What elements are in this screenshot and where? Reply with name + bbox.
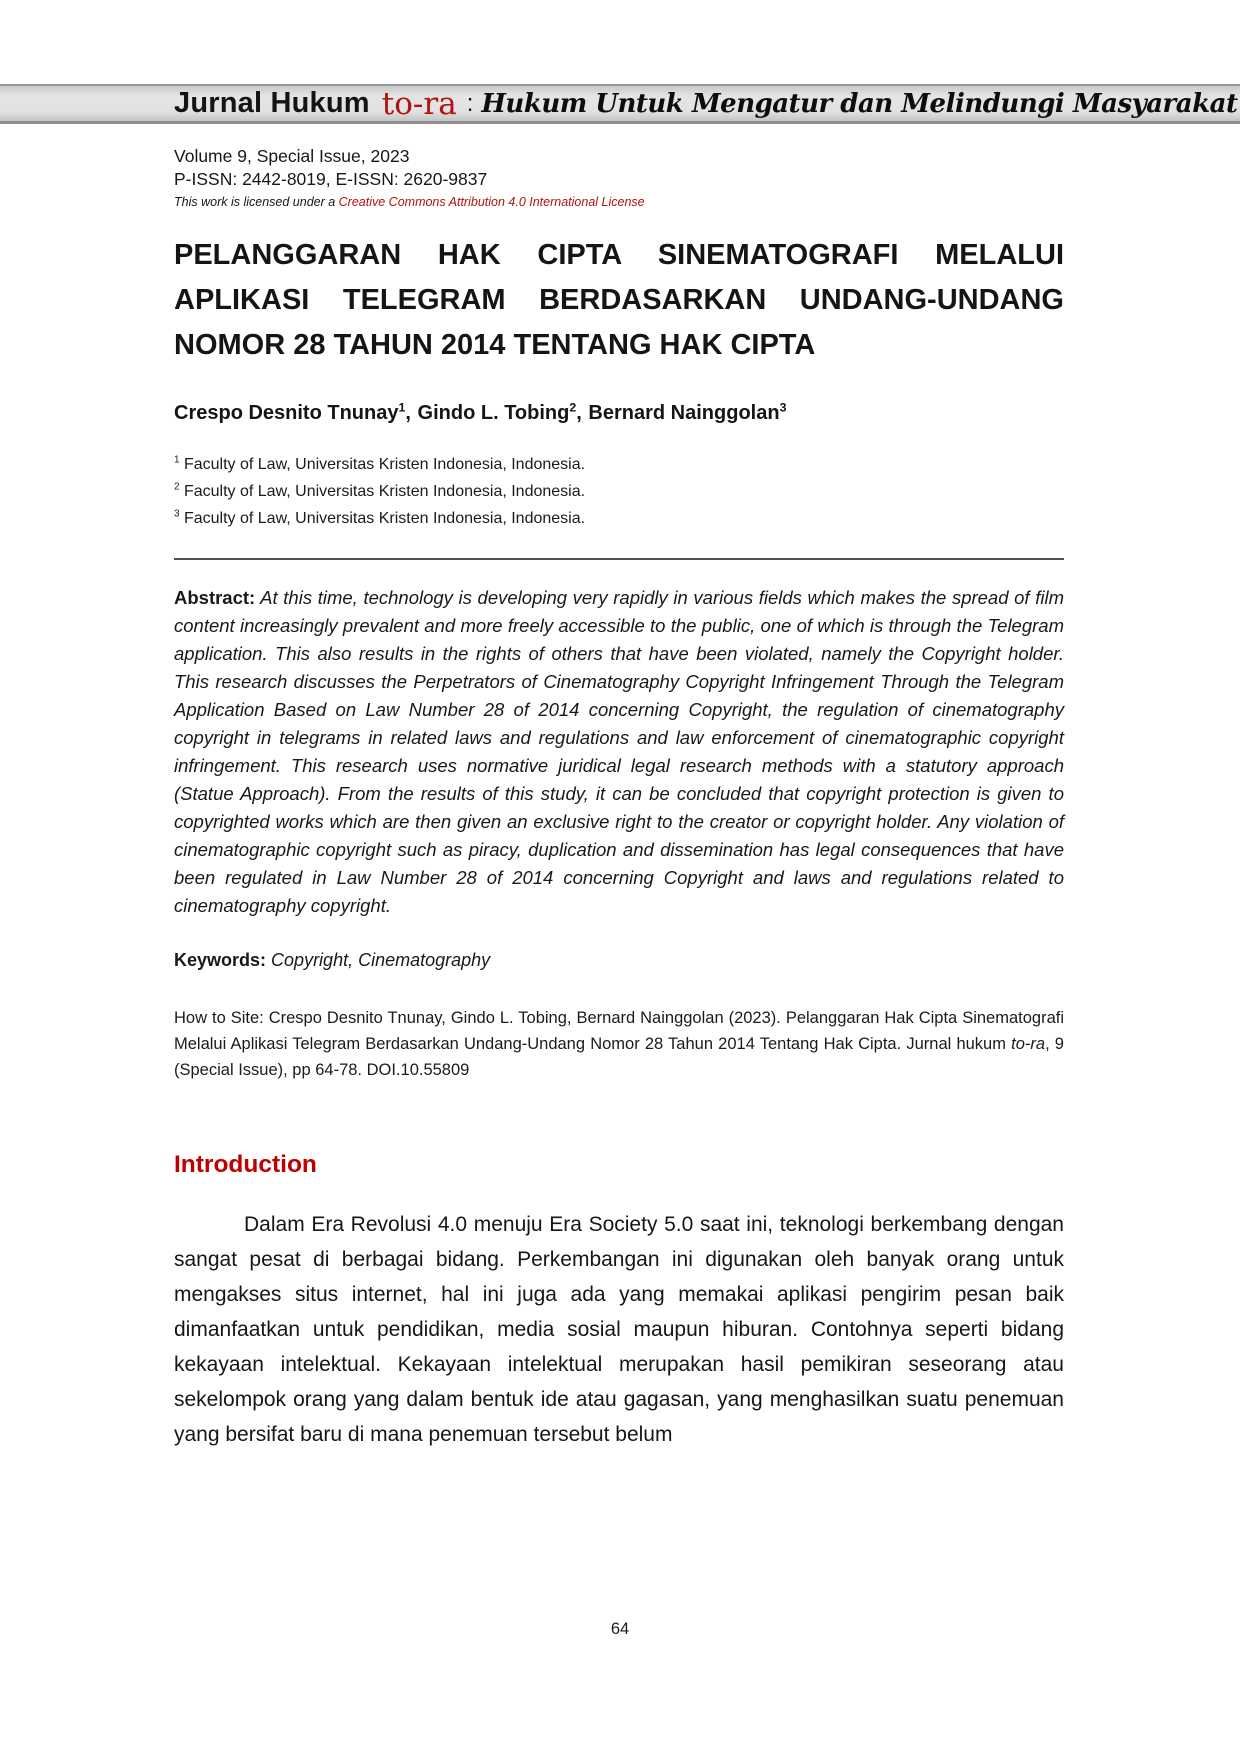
abstract-label: Abstract:: [174, 587, 256, 608]
author-superscript: 2: [569, 400, 577, 415]
journal-name: Jurnal Hukum: [174, 87, 370, 119]
author-separator: ,: [576, 402, 582, 424]
affiliation-line: [174, 505, 1064, 532]
citation-journal-italic: to-ra: [1011, 1035, 1046, 1053]
affiliation-line: [174, 478, 1064, 505]
author-superscript: 3: [779, 400, 787, 415]
affiliation-line: [174, 451, 1064, 478]
page-number: 64: [610, 1620, 630, 1638]
paper-title: [174, 233, 1064, 368]
issn-line: P-ISSN: 2442-8019, E-ISSN: 2620-9837: [174, 169, 488, 189]
banner-separator: :: [466, 89, 474, 117]
authors-line: [174, 402, 1064, 425]
author-name: Crespo Desnito Tnunay: [174, 402, 399, 424]
affiliation-text: Faculty of Law, Universitas Kristen Indonesia, Indonesia.: [183, 483, 586, 500]
license-line: [174, 195, 1064, 209]
license-prefix: This work is licensed under a: [174, 195, 339, 209]
journal-accent-name: to-ra: [381, 85, 457, 122]
author-superscript: 1: [398, 400, 406, 415]
article-content: [0, 145, 1240, 1452]
abstract-paragraph: [174, 584, 1064, 920]
journal-banner: [0, 84, 1240, 124]
keywords-line: [174, 950, 1064, 971]
affiliation-superscript: 2: [174, 481, 180, 493]
volume-line: Volume 9, Special Issue, 2023: [174, 146, 410, 166]
citation-paragraph: [174, 1005, 1064, 1083]
title-line: PELANGGARAN HAK CIPTA SINEMATOGRAFI MELALUI: [174, 239, 1064, 271]
issue-metadata: [174, 145, 1064, 191]
introduction-paragraph: Dalam Era Revolusi 4.0 menuju Era Society 5.0 saat ini, teknologi berkembang dengan sangat pesat di berbagai bidang. Perkembangan ini digunakan oleh banyak orang untuk mengakses situs internet, hal ini juga ada yang memakai aplikasi pengirim pesan baik dimanfaatkan untuk pendidikan, media sosial maupun hiburan. Contohnya seperti bidang kekayaan intelektual. Kekayaan intelektual merupakan hasil pemikiran seseorang atau sekelompok orang yang dalam bentuk ide atau gagasan, yang menghasilkan suatu penemuan yang bersifat baru di mana penemuan tersebut belum: [174, 1213, 1064, 1446]
title-line: NOMOR 28 TAHUN 2014 TENTANG HAK CIPTA: [174, 329, 816, 361]
citation-text: How to Site: Crespo Desnito Tnunay, Gindo L. Tobing, Bernard Nainggolan (2023). Pelanggaran Hak Cipta Sinematografi Melalui Aplikasi Telegram Berdasarkan Undang-Undang Nomor 28 Tahun 2014 Tentang Hak Cipta. Jurnal hukum: [174, 1009, 1064, 1053]
license-link[interactable]: Creative Commons Attribution 4.0 International License: [338, 195, 645, 209]
keywords-label: Keywords:: [174, 950, 267, 970]
section-divider: [174, 558, 1064, 560]
abstract-text: At this time, technology is developing very rapidly in various fields which makes the spread of film content increasingly prevalent and more freely accessible to the public, one of which is through the Telegram application. This also results in the rights of others that have been violated, namely the Copyright holder. This research discusses the Perpetrators of Cinematography Copyright Infringement Through the Telegram Application Based on Law Number 28 of 2014 concerning Copyright, the regulation of cinematography copyright in telegrams in related laws and regulations and law enforcement of cinematographic copyright infringement. This research uses normative juridical legal research methods with a statutory approach (Statue Approach). From the results of this study, it can be concluded that copyright protection is given to copyrighted works which are then given an exclusive right to the creator or copyright holder. Any violation of cinematographic copyright such as piracy, duplication and dissemination has legal consequences that have been regulated in Law Number 28 of 2014 concerning Copyright and laws and regulations related to cinematography copyright.: [174, 587, 1064, 916]
journal-tagline: Hukum Untuk Mengatur dan Melindungi Masyarakat: [481, 88, 1238, 119]
author-name: Gindo L. Tobing: [417, 402, 570, 424]
author-name: Bernard Nainggolan: [588, 402, 780, 424]
title-line: APLIKASI TELEGRAM BERDASARKAN UNDANG-UNDANG: [174, 284, 1064, 316]
affiliation-superscript: 1: [174, 454, 180, 466]
affiliation-superscript: 3: [174, 508, 180, 520]
citation-text: , 9 (Special Issue), pp 64-78. DOI.10.55809: [174, 1035, 1064, 1079]
affiliation-text: Faculty of Law, Universitas Kristen Indonesia, Indonesia.: [183, 510, 586, 527]
author-separator: ,: [405, 402, 411, 424]
affiliation-text: Faculty of Law, Universitas Kristen Indonesia, Indonesia.: [183, 456, 586, 473]
keywords-value: Copyright, Cinematography: [271, 950, 491, 970]
introduction-heading: Introduction: [174, 1151, 317, 1178]
affiliations-block: [174, 451, 1064, 532]
